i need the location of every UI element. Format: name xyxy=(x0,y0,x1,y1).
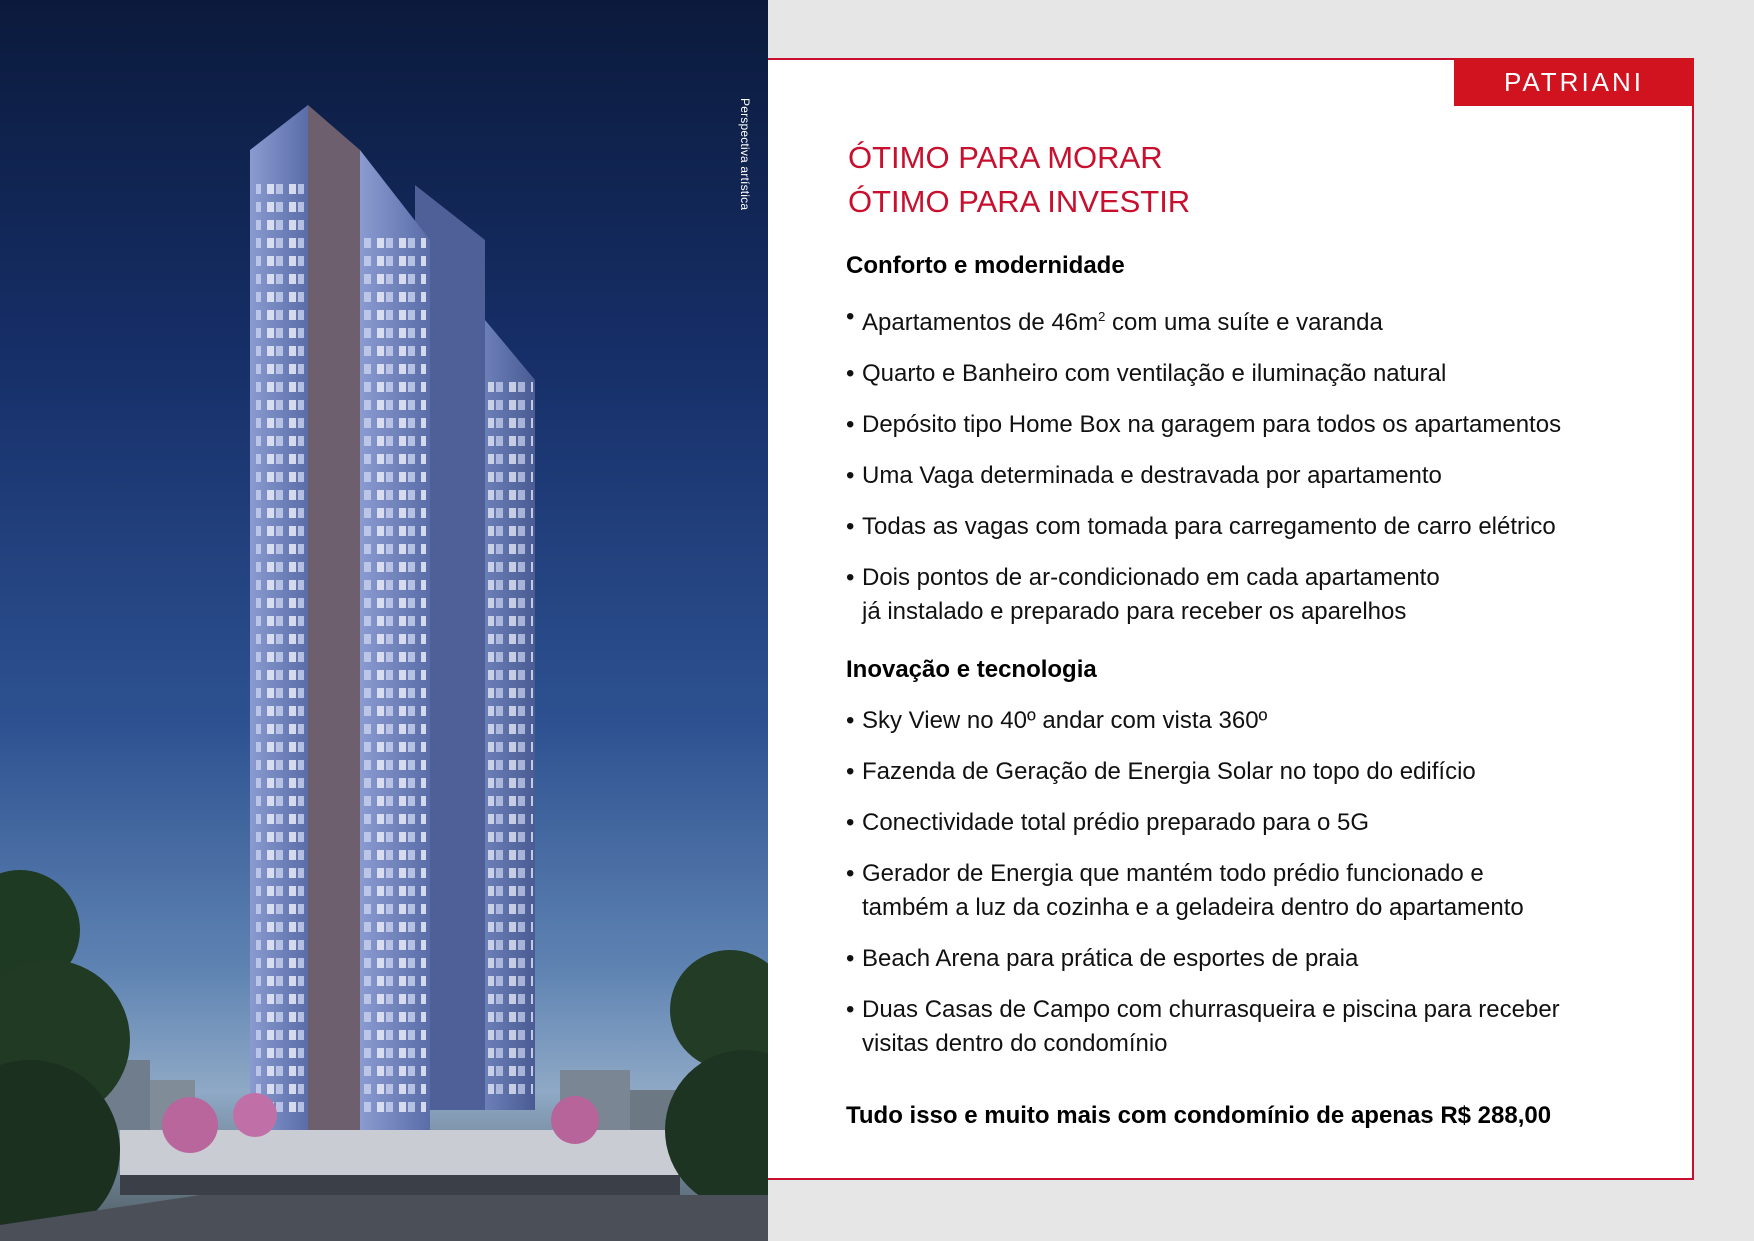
brand-logo: PATRIANI xyxy=(1454,58,1694,106)
list-item: • Fazenda de Geração de Energia Solar no topo do edifício xyxy=(846,755,1666,789)
list-item: • Depósito tipo Home Box na garagem para todos os apartamentos xyxy=(846,408,1666,442)
road xyxy=(0,1195,768,1241)
headline-line-2: ÓTIMO PARA INVESTIR xyxy=(848,184,1191,219)
condo-fee-note: Tudo isso e muito mais com condomínio de apenas R$ 288,00 xyxy=(846,1102,1552,1129)
list-item: • Conectividade total prédio preparado para o 5G xyxy=(846,806,1666,840)
list-item: • Dois pontos de ar-condicionado em cada apartamento já instalado e preparado para receber os aparelhos xyxy=(846,561,1666,629)
list-item: • Quarto e Banheiro com ventilação e iluminação natural xyxy=(846,357,1666,391)
list-item: • Todas as vagas com tomada para carregamento de carro elétrico xyxy=(846,510,1666,544)
photo-caption: Perspectiva artística xyxy=(738,98,752,211)
list-item: • Duas Casas de Campo com churrasqueira e piscina para receber visitas dentro do condomínio xyxy=(846,993,1666,1061)
list-item: • Sky View no 40º andar com vista 360º xyxy=(846,704,1666,738)
tower-front xyxy=(250,105,430,1130)
building-illustration xyxy=(0,0,768,1241)
tower-rear xyxy=(415,185,535,1110)
list-item: • Uma Vaga determinada e destravada por apartamento xyxy=(846,459,1666,493)
headline xyxy=(848,136,1190,224)
list-item: • Beach Arena para prática de esportes de praia xyxy=(846,942,1666,976)
info-card xyxy=(768,58,1694,1180)
comfort-list xyxy=(846,300,1666,646)
list-item: • Gerador de Energia que mantém todo prédio funcionado e também a luz da cozinha e a geladeira dentro do apartamento xyxy=(846,857,1666,925)
innovation-list xyxy=(846,704,1666,1078)
section-title-innovation: Inovação e tecnologia xyxy=(846,656,1097,683)
headline-line-1: ÓTIMO PARA MORAR xyxy=(848,140,1163,175)
section-title-comfort: Conforto e modernidade xyxy=(846,252,1125,279)
list-item: • Apartamentos de $46m^2$ com uma suíte e varanda xyxy=(846,300,1666,340)
building-photo xyxy=(0,0,768,1241)
